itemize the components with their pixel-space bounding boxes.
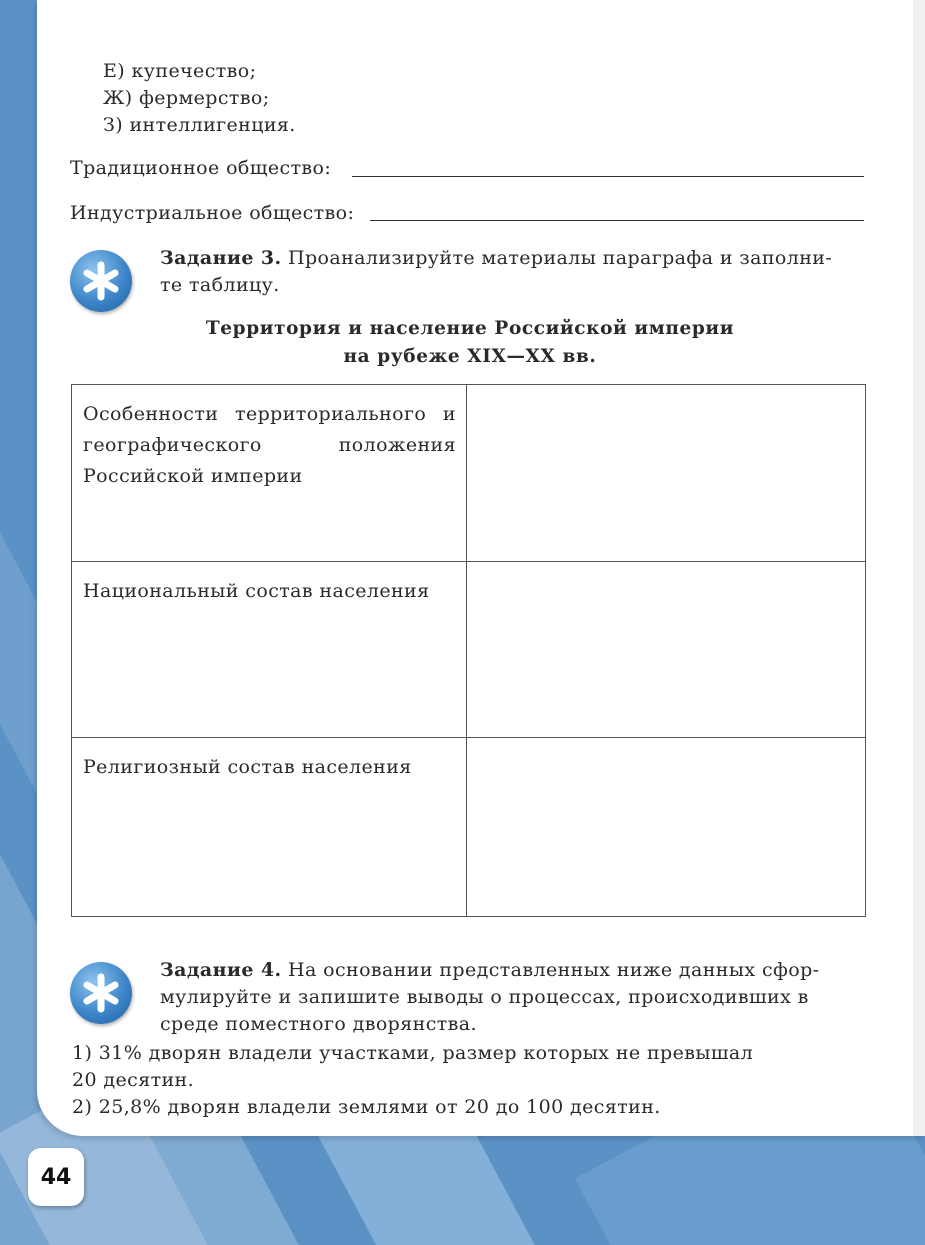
task4-item1-line2: 20 десятин. <box>72 1069 195 1091</box>
page-number: 44 <box>28 1148 84 1206</box>
task4-text-line2: мулируйте и запишите выводы о процессах, происходивших в <box>160 986 809 1008</box>
task4-item2: 2) 25,8% дворян владели землями от 20 до 100 десятин. <box>72 1096 661 1118</box>
list-item-z: З) интеллигенция. <box>103 114 296 136</box>
table-heading-line2: на рубеже XIX—XX вв. <box>343 346 597 367</box>
task4-text-line3: среде поместного дворянства. <box>160 1013 477 1035</box>
task4-title: Задание 4. <box>160 959 282 981</box>
industrial-society-label: Индустриальное общество: <box>70 202 355 224</box>
list-item-zh: Ж) фермерство; <box>103 87 270 109</box>
task4-text-line1 <box>160 957 819 984</box>
answer-cell-national[interactable] <box>467 562 866 738</box>
task3-text-line2: те таблицу. <box>160 274 280 296</box>
row-label-national: Национальный состав населения <box>72 562 467 738</box>
task3-title: Задание 3. <box>160 247 282 269</box>
industrial-society-answer-line[interactable] <box>370 220 864 221</box>
table-heading-line1: Территория и население Российской империи <box>205 318 735 339</box>
table-row <box>72 738 866 917</box>
task4-instruction: На основании представленных ниже данных сфор- <box>287 959 820 981</box>
territory-population-table <box>71 384 866 917</box>
answer-cell-religious[interactable] <box>467 738 866 917</box>
asterisk-icon <box>70 962 132 1024</box>
traditional-society-answer-line[interactable] <box>352 176 864 177</box>
list-item-e: Е) купечество; <box>103 60 257 82</box>
task4-item1-line1: 1) 31% дворян владели участками, размер которых не превышал <box>72 1042 754 1064</box>
page-edge <box>913 0 925 1136</box>
row-label-territory: Особенности территориального и географического положения Российской империи <box>72 385 467 562</box>
answer-cell-territory[interactable] <box>467 385 866 562</box>
task3-text-line1 <box>160 245 832 272</box>
table-row <box>72 562 866 738</box>
asterisk-icon <box>70 250 132 312</box>
traditional-society-label: Традиционное общество: <box>70 157 332 179</box>
row-label-religious: Религиозный состав населения <box>72 738 467 917</box>
task3-instruction: Проанализируйте материалы параграфа и заполни- <box>287 247 833 269</box>
table-row <box>72 385 866 562</box>
